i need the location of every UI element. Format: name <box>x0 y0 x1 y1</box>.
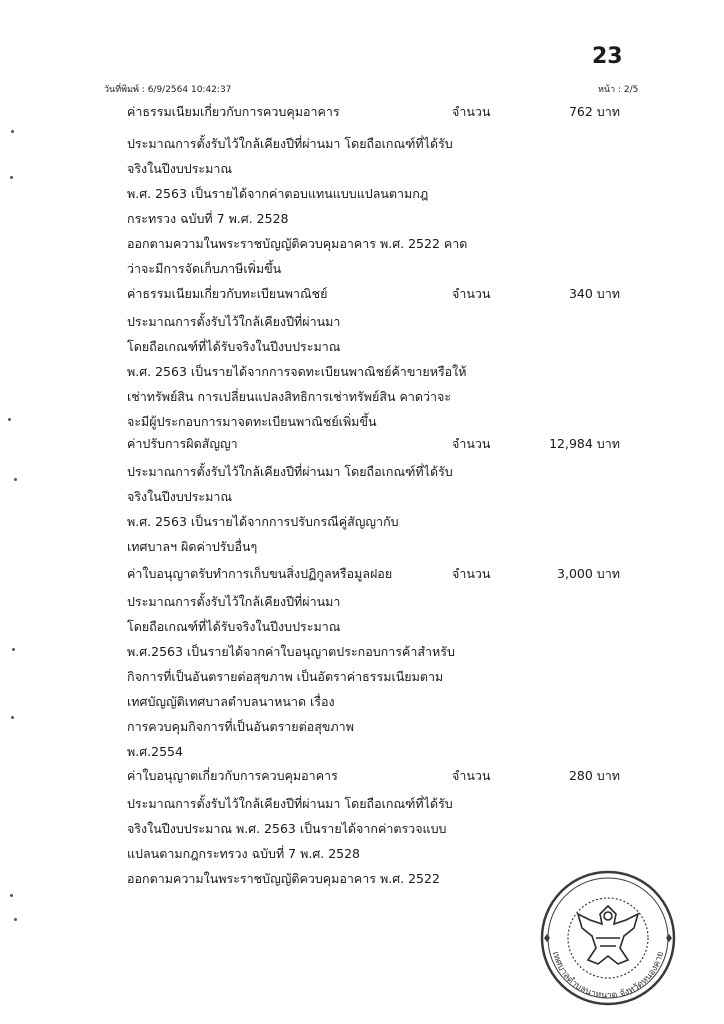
item-description <box>127 459 457 559</box>
description-line: กระทรวง ฉบับที่ 7 พ.ศ. 2528 <box>127 211 289 226</box>
item-description <box>127 791 457 891</box>
page-label: หน้า : 2/5 <box>598 85 639 95</box>
description-line: ว่าจะมีการจัดเก็บภาษีเพิ่มขึ้น <box>127 261 282 276</box>
description-line: ประมาณการตั้งรับไว้ใกล้เคียงปีที่ผ่านมา <box>127 594 341 609</box>
scan-speck <box>8 418 11 421</box>
scan-speck <box>11 716 14 719</box>
description-line: ประมาณการตั้งรับไว้ใกล้เคียงปีที่ผ่านมา โดยถือเกณฑ์ที่ได้รับ <box>127 136 453 151</box>
description-line: ประมาณการตั้งรับไว้ใกล้เคียงปีที่ผ่านมา โดยถือเกณฑ์ที่ได้รับ <box>127 464 453 479</box>
description-line: พ.ศ. 2563 เป็นรายได้จากการปรับกรณีคู่สัญญากับ <box>127 514 399 529</box>
description-line: เช่าทรัพย์สิน การเปลี่ยนแปลงสิทธิการเช่าทรัพย์สิน คาดว่าจะ <box>127 389 452 404</box>
description-line: แปลนตามกฎกระทรวง ฉบับที่ 7 พ.ศ. 2528 <box>127 846 361 861</box>
item-header <box>0 432 724 456</box>
official-seal <box>530 868 686 1008</box>
item-amount: 12,984 บาท <box>549 436 620 451</box>
description-line: ประมาณการตั้งรับไว้ใกล้เคียงปีที่ผ่านมา <box>127 314 341 329</box>
scan-speck <box>10 894 13 897</box>
description-line: พ.ศ. 2563 เป็นรายได้จากการจดทะเบียนพาณิชย์ค้าขายหรือให้ <box>127 364 467 379</box>
description-line: โดยถือเกณฑ์ที่ได้รับจริงในปีงบประมาณ <box>127 339 341 354</box>
item-title: ค่าธรรมเนียมเกี่ยวกับทะเบียนพาณิชย์ <box>127 286 328 301</box>
description-line: กิจการที่เป็นอันตรายต่อสุขภาพ เป็นอัตราค่าธรรมเนียมตาม <box>127 669 444 684</box>
item-title: ค่าธรรมเนียมเกี่ยวกับการควบคุมอาคาร <box>127 104 340 119</box>
scan-speck <box>14 918 17 921</box>
print-date: วันที่พิมพ์ : 6/9/2564 10:42:37 <box>104 85 232 95</box>
quantity-label: จำนวน <box>452 104 491 119</box>
seal-text: เทศบาลตำบลนาหนาด จังหวัดหนองคาย <box>549 950 667 1002</box>
quantity-label: จำนวน <box>452 566 491 581</box>
description-line: จริงในปีงบประมาณ <box>127 489 232 504</box>
item-amount: 280 บาท <box>568 768 620 783</box>
item-amount: 762 บาท <box>568 104 620 119</box>
item-amount: 3,000 บาท <box>557 566 620 581</box>
description-line: จริงในปีงบประมาณ <box>127 161 232 176</box>
quantity-label: จำนวน <box>452 286 491 301</box>
description-line: ออกตามความในพระราชบัญญัติควบคุมอาคาร พ.ศ. 2522 คาด <box>127 236 468 251</box>
description-line: พ.ศ. 2563 เป็นรายได้จากค่าตอบแทนแบบแปลนตามกฎ <box>127 186 429 201</box>
item-title: ค่าใบอนุญาตเกี่ยวกับการควบคุมอาคาร <box>127 768 338 783</box>
page-number: 23 <box>592 44 623 69</box>
scan-speck <box>10 176 13 179</box>
description-line: จะมีผู้ประกอบการมาจดทะเบียนพาณิชย์เพิ่มขึ้น <box>127 414 377 429</box>
item-amount: 340 บาท <box>568 286 620 301</box>
item-header <box>0 764 724 788</box>
item-description <box>127 309 467 434</box>
description-line: พ.ศ.2554 <box>127 744 183 759</box>
description-line: พ.ศ.2563 เป็นรายได้จากค่าใบอนุญาตประกอบการค้าสำหรับ <box>127 644 455 659</box>
scan-speck <box>11 130 14 133</box>
description-line: โดยถือเกณฑ์ที่ได้รับจริงในปีงบประมาณ <box>127 619 341 634</box>
description-line: การควบคุมกิจการที่เป็นอันตรายต่อสุขภาพ <box>127 719 354 734</box>
item-description <box>127 131 468 281</box>
description-line: เทศบัญญัติเทศบาลตำบลนาหนาด เรื่อง <box>127 694 335 709</box>
description-line: ออกตามความในพระราชบัญญัติควบคุมอาคาร พ.ศ. 2522 <box>127 871 440 886</box>
item-title: ค่าปรับการผิดสัญญา <box>127 436 238 451</box>
quantity-label: จำนวน <box>452 436 491 451</box>
scan-speck <box>14 478 17 481</box>
item-description <box>127 589 457 764</box>
description-line: จริงในปีงบประมาณ พ.ศ. 2563 เป็นรายได้จากค่าตรวจแบบ <box>127 821 447 836</box>
scan-speck <box>12 648 15 651</box>
item-header <box>0 100 724 124</box>
quantity-label: จำนวน <box>452 768 491 783</box>
item-header <box>0 282 724 306</box>
description-line: ประมาณการตั้งรับไว้ใกล้เคียงปีที่ผ่านมา โดยถือเกณฑ์ที่ได้รับ <box>127 796 453 811</box>
item-title: ค่าใบอนุญาตรับทำการเก็บขนสิ่งปฏิกูลหรือมูลฝอย <box>127 566 393 581</box>
item-header <box>0 562 724 586</box>
description-line: เทศบาลฯ ผิดค่าปรับอื่นๆ <box>127 539 258 554</box>
